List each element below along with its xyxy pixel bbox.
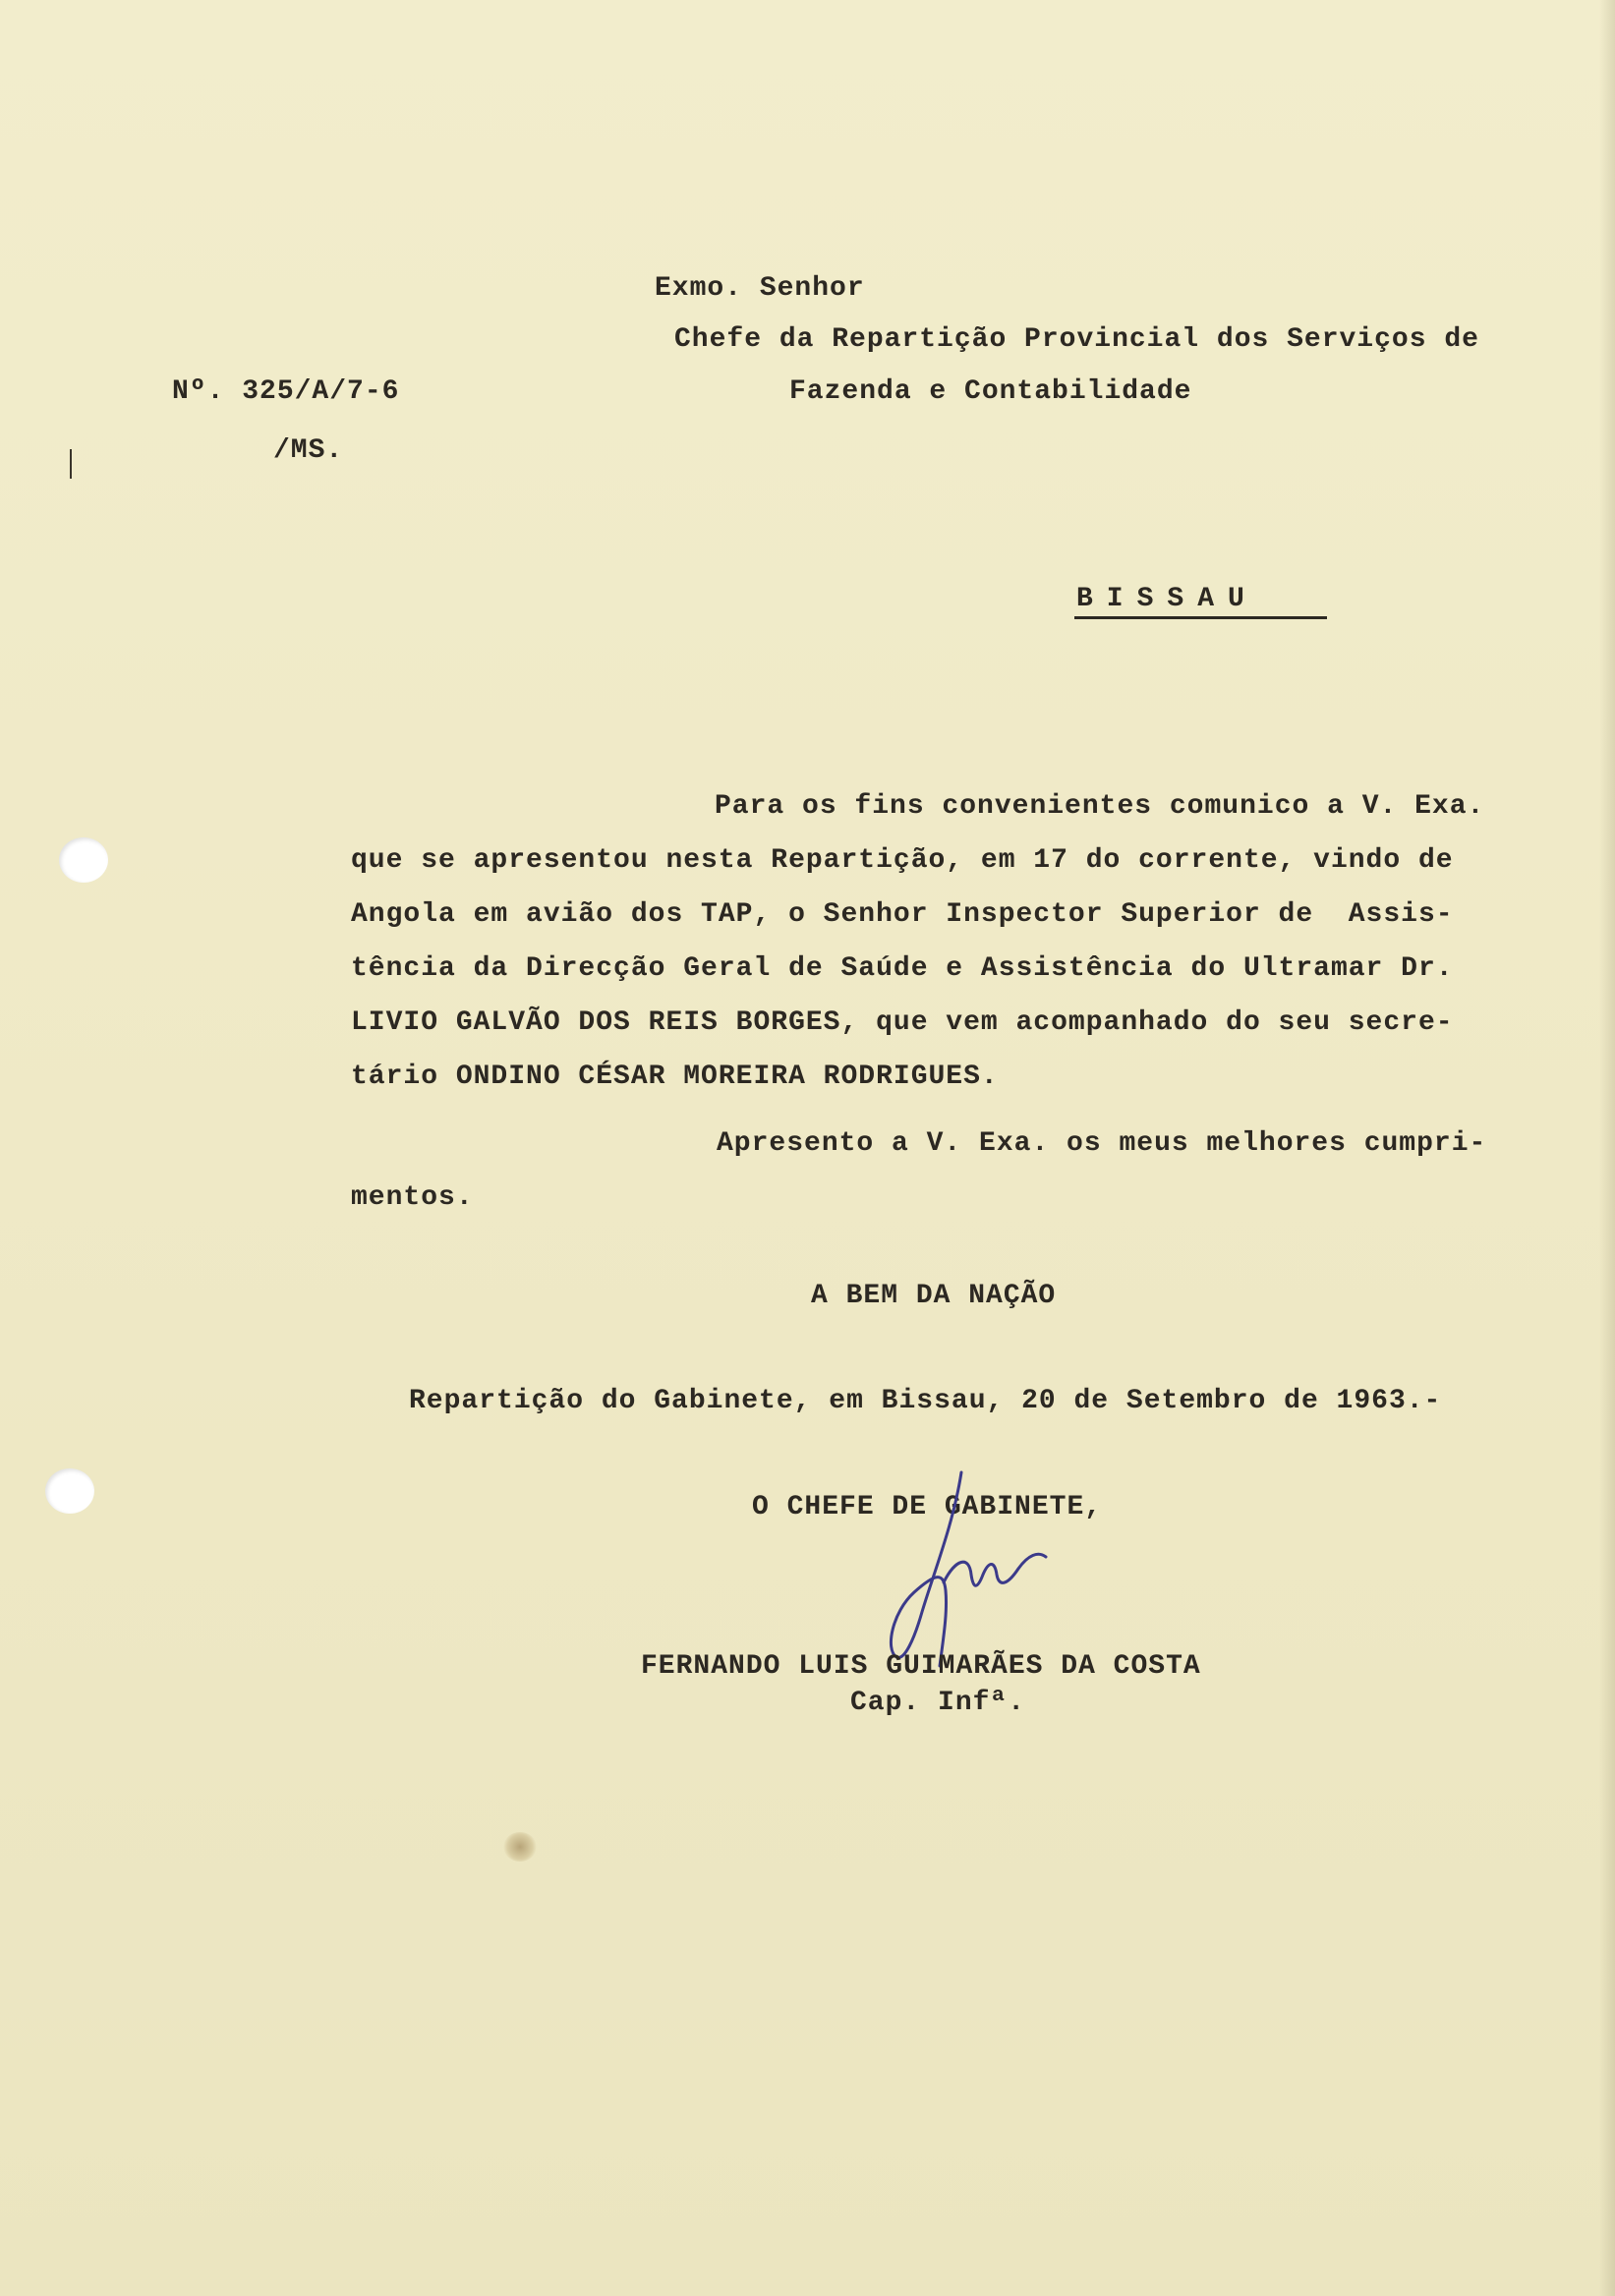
body-line-5: LIVIO GALVÃO DOS REIS BORGES, que vem acompanhado do seu secre-	[351, 1007, 1454, 1038]
addressee-title: Chefe da Repartição Provincial dos Serviços de	[674, 324, 1479, 355]
place-date: Repartição do Gabinete, em Bissau, 20 de Setembro de 1963.-	[409, 1386, 1442, 1416]
body-line-1: Para os fins convenientes comunico a V. Exa.	[715, 791, 1485, 822]
reference-number: Nº. 325/A/7-6	[172, 376, 400, 407]
margin-mark	[70, 449, 72, 479]
punch-hole-lower	[45, 1468, 94, 1514]
location-heading: BISSAU	[1076, 584, 1258, 614]
closing-line-1: Apresento a V. Exa. os meus melhores cumpri-	[717, 1128, 1487, 1159]
location-underline	[1074, 616, 1327, 619]
reference-suffix: /MS.	[273, 435, 344, 466]
addressee-salutation: Exmo. Senhor	[655, 273, 865, 304]
paper-stain	[503, 1832, 537, 1862]
closing-line-2: mentos.	[351, 1182, 474, 1213]
body-line-2: que se apresentou nesta Repartição, em 17 do corrente, vindo de	[351, 845, 1454, 876]
addressee-department: Fazenda e Contabilidade	[789, 376, 1192, 407]
signatory-rank: Cap. Infª.	[850, 1688, 1026, 1718]
closing-motto: A BEM DA NAÇÃO	[811, 1281, 1057, 1311]
paper-edge-shadow	[1599, 0, 1615, 2296]
signatory-name: FERNANDO LUIS GUIMARÃES DA COSTA	[641, 1651, 1201, 1682]
body-line-6: tário ONDINO CÉSAR MOREIRA RODRIGUES.	[351, 1062, 999, 1092]
signatory-title: O CHEFE DE GABINETE,	[752, 1492, 1103, 1522]
body-line-4: tência da Direcção Geral de Saúde e Assistência do Ultramar Dr.	[351, 953, 1454, 984]
punch-hole-upper	[59, 837, 108, 883]
body-line-3: Angola em avião dos TAP, o Senhor Inspector Superior de Assis-	[351, 899, 1454, 930]
